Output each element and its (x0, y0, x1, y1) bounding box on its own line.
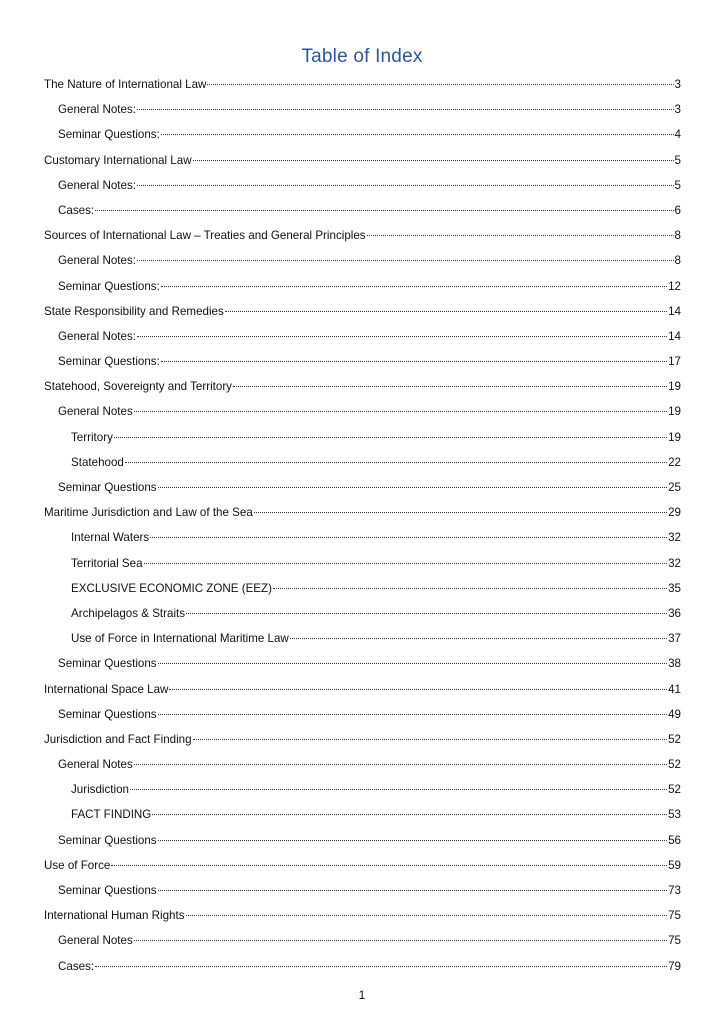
toc-entry-title: State Responsibility and Remedies (44, 304, 224, 318)
toc-title: Table of Index (301, 46, 423, 67)
toc-entry-page-number: 22 (668, 455, 681, 469)
toc-dot-leader (134, 764, 667, 765)
toc-dot-leader (137, 336, 667, 337)
toc-entry[interactable] (44, 173, 681, 198)
toc-entry[interactable] (44, 198, 681, 223)
toc-entry[interactable] (44, 399, 681, 424)
toc-entry-title: Seminar Questions: (58, 128, 160, 142)
toc-dot-leader (95, 966, 667, 967)
toc-entry[interactable] (44, 576, 681, 601)
toc-entry[interactable] (44, 122, 681, 147)
toc-entry-page-number: 59 (668, 858, 681, 872)
toc-entry-title: Seminar Questions (58, 833, 157, 847)
toc-entry-page-number: 14 (668, 304, 681, 318)
toc-entry-title: Archipelagos & Straits (71, 606, 186, 620)
toc-entry[interactable] (44, 853, 681, 878)
toc-entry-page-number: 6 (674, 203, 681, 217)
toc-entry-page-number: 3 (674, 103, 681, 117)
toc-entry-page-number: 19 (668, 430, 681, 444)
table-of-contents (44, 72, 681, 979)
toc-entry-page-number: 32 (668, 556, 681, 570)
toc-entry-page-number: 12 (668, 279, 681, 293)
toc-dot-leader (95, 210, 673, 211)
toc-entry[interactable] (44, 626, 681, 651)
toc-dot-leader (169, 689, 667, 690)
toc-entry-page-number: 36 (668, 606, 681, 620)
toc-entry[interactable] (44, 928, 681, 953)
toc-entry-page-number: 32 (668, 531, 681, 545)
toc-entry-title: General Notes: (58, 254, 136, 268)
toc-entry-page-number: 19 (668, 380, 681, 394)
toc-entry-title: Customary International Law (44, 153, 192, 167)
toc-entry-title: Seminar Questions: (58, 355, 160, 369)
toc-entry[interactable] (44, 878, 681, 903)
toc-entry-page-number: 37 (668, 632, 681, 646)
toc-dot-leader (158, 890, 668, 891)
toc-entry[interactable] (44, 677, 681, 702)
toc-entry-page-number: 52 (668, 732, 681, 746)
toc-entry-page-number: 49 (668, 707, 681, 721)
toc-entry-page-number: 8 (674, 229, 681, 243)
toc-entry-title: FACT FINDING (71, 808, 152, 822)
toc-dot-leader (144, 563, 668, 564)
toc-dot-leader (161, 361, 667, 362)
toc-entry-page-number: 17 (668, 355, 681, 369)
toc-entry[interactable] (44, 752, 681, 777)
toc-entry[interactable] (44, 777, 681, 802)
toc-entry-page-number: 14 (668, 329, 681, 343)
toc-dot-leader (134, 940, 667, 941)
toc-entry-title: General Notes: (58, 178, 136, 192)
toc-entry[interactable] (44, 954, 681, 979)
toc-entry[interactable] (44, 702, 681, 727)
toc-entry-title: Sources of International Law – Treaties and General Principles (44, 229, 366, 243)
toc-dot-leader (134, 411, 667, 412)
toc-entry[interactable] (44, 551, 681, 576)
toc-entry-page-number: 75 (668, 934, 681, 948)
toc-entry-title: International Space Law (44, 682, 169, 696)
toc-entry-title: EXCLUSIVE ECONOMIC ZONE (EEZ) (71, 581, 272, 595)
toc-entry-page-number: 19 (668, 405, 681, 419)
toc-entry[interactable] (44, 374, 681, 399)
toc-dot-leader (150, 537, 667, 538)
toc-entry[interactable] (44, 274, 681, 299)
toc-entry[interactable] (44, 500, 681, 525)
toc-entry-page-number: 8 (674, 254, 681, 268)
toc-entry[interactable] (44, 299, 681, 324)
toc-entry-page-number: 75 (668, 909, 681, 923)
toc-entry-title: Seminar Questions (58, 657, 157, 671)
toc-dot-leader (290, 638, 667, 639)
toc-entry-title: Statehood, Sovereignty and Territory (44, 380, 232, 394)
toc-entry-title: The Nature of International Law (44, 78, 207, 91)
toc-entry-title: General Notes: (58, 329, 136, 343)
toc-dot-leader (111, 865, 667, 866)
toc-entry-page-number: 52 (668, 783, 681, 797)
toc-entry-title: International Human Rights (44, 909, 185, 923)
toc-entry[interactable] (44, 425, 681, 450)
toc-entry-title: General Notes (58, 405, 133, 419)
toc-entry-title: General Notes (58, 758, 133, 772)
toc-dot-leader (254, 512, 667, 513)
toc-entry[interactable] (44, 349, 681, 374)
toc-entry[interactable] (44, 525, 681, 550)
toc-dot-leader (207, 84, 673, 85)
toc-dot-leader (186, 613, 667, 614)
toc-dot-leader (137, 260, 674, 261)
toc-dot-leader (161, 286, 667, 287)
toc-entry-title: Maritime Jurisdiction and Law of the Sea (44, 506, 253, 520)
toc-entry[interactable] (44, 72, 681, 97)
toc-dot-leader (125, 462, 667, 463)
toc-entry-page-number: 53 (668, 808, 681, 822)
toc-entry[interactable] (44, 903, 681, 928)
toc-dot-leader (225, 311, 667, 312)
toc-dot-leader (114, 437, 667, 438)
toc-dot-leader (158, 487, 668, 488)
toc-dot-leader (273, 588, 667, 589)
toc-dot-leader (193, 160, 674, 161)
toc-entry[interactable] (44, 223, 681, 248)
toc-entry-title: General Notes: (58, 103, 136, 117)
toc-entry-title: Cases: (58, 203, 95, 217)
toc-entry-title: General Notes (58, 934, 133, 948)
toc-entry-page-number: 4 (674, 128, 681, 142)
toc-entry-title: Internal Waters (71, 531, 150, 545)
toc-dot-leader (137, 109, 674, 110)
toc-entry-page-number: 3 (674, 78, 681, 91)
toc-dot-leader (137, 185, 674, 186)
toc-entry[interactable] (44, 475, 681, 500)
toc-entry-title: Jurisdiction and Fact Finding (44, 732, 192, 746)
toc-entry-title: Territory (71, 430, 113, 444)
toc-dot-leader (158, 663, 668, 664)
toc-entry-title: Use of Force (44, 858, 111, 872)
toc-dot-leader (186, 915, 668, 916)
toc-entry-page-number: 25 (668, 481, 681, 494)
page-number: 1 (358, 988, 366, 1002)
toc-entry-page-number: 29 (668, 506, 681, 520)
toc-entry-page-number: 41 (668, 682, 681, 696)
toc-dot-leader (193, 739, 668, 740)
toc-entry-page-number: 5 (674, 178, 681, 192)
toc-entry-title: Seminar Questions (58, 884, 157, 897)
toc-entry-page-number: 5 (674, 153, 681, 167)
toc-entry-title: Use of Force in International Maritime Law (71, 632, 289, 646)
toc-dot-leader (130, 789, 667, 790)
toc-entry-title: Cases: (58, 959, 95, 973)
toc-entry[interactable] (44, 450, 681, 475)
toc-entry-title: Statehood (71, 455, 124, 469)
toc-entry-title: Seminar Questions (58, 481, 157, 494)
toc-dot-leader (158, 714, 668, 715)
toc-dot-leader (152, 814, 667, 815)
toc-entry-page-number: 79 (668, 959, 681, 973)
toc-entry-title: Seminar Questions (58, 707, 157, 721)
toc-entry-title: Territorial Sea (71, 556, 143, 570)
toc-entry[interactable] (44, 248, 681, 273)
toc-entry-page-number: 73 (668, 884, 681, 897)
toc-entry[interactable] (44, 148, 681, 173)
toc-dot-leader (367, 235, 674, 236)
toc-entry[interactable] (44, 97, 681, 122)
toc-entry[interactable] (44, 727, 681, 752)
toc-entry-page-number: 38 (668, 657, 681, 671)
toc-entry[interactable] (44, 802, 681, 827)
toc-entry[interactable] (44, 651, 681, 676)
toc-entry[interactable] (44, 601, 681, 626)
toc-entry-title: Jurisdiction (71, 783, 129, 797)
toc-dot-leader (233, 386, 667, 387)
toc-entry-page-number: 52 (668, 758, 681, 772)
toc-dot-leader (158, 840, 668, 841)
toc-dot-leader (161, 134, 674, 135)
toc-entry-page-number: 56 (668, 833, 681, 847)
toc-entry-page-number: 35 (668, 581, 681, 595)
toc-entry[interactable] (44, 324, 681, 349)
toc-entry-title: Seminar Questions: (58, 279, 160, 293)
toc-entry[interactable] (44, 828, 681, 853)
